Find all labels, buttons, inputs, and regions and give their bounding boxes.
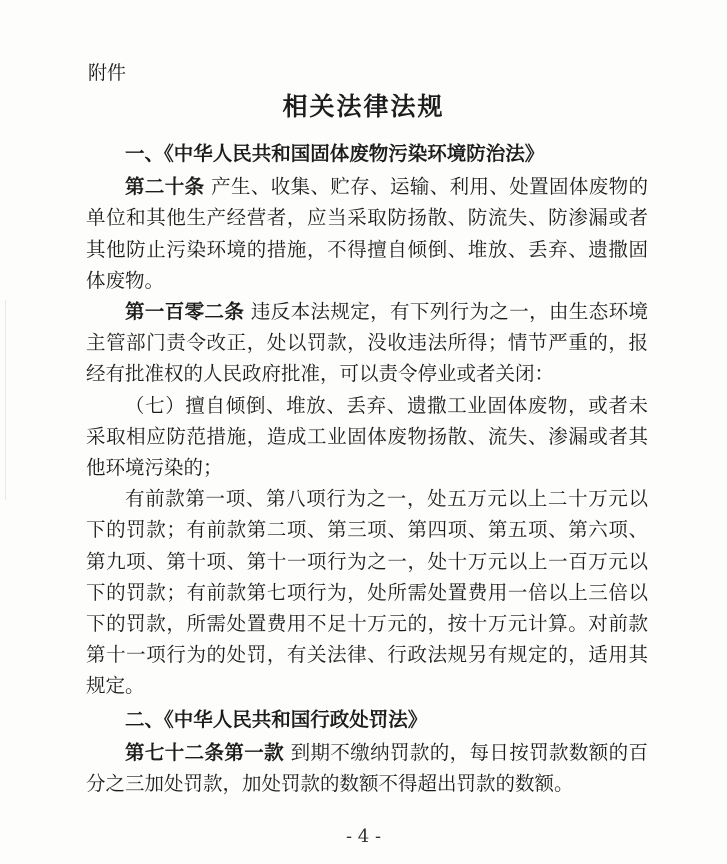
article-text: 违反本法规定，有下列行为之一，由生态环境主管部门责令改正，处以罚款，没收违法所得；情节严重的，报经有批准权的人民政府批准，可以责令停业或者关闭： bbox=[86, 300, 648, 386]
article-number: 第二十条 bbox=[125, 175, 205, 199]
article-text: 到期不缴纳罚款的，每日按罚款数额的百分之三加处罚款，加处罚款的数额不得超出罚款的数额。 bbox=[86, 740, 648, 796]
article-paragraph bbox=[86, 171, 648, 296]
section-heading-2: 二、《中华人民共和国行政处罚法》 bbox=[125, 707, 428, 731]
article-text: 有前款第一项、第八项行为之一，处五万元以上二十万元以下的罚款；有前款第二项、第三项、第四项、第五项、第六项、第九项、第十项、第十一项行为之一，处十万元以上一百万元以下的罚款；有前款第七项行为，处所需处置费用一倍以上三倍以下的罚款，所需处置费用不足十万元的，按十万元计算。对前款第十一项行为的处罚，有关法律、行政法规另有规定的，适用其规定。 bbox=[86, 487, 648, 698]
page-number: - 4 - bbox=[345, 826, 382, 847]
scan-artifact-line bbox=[5, 300, 6, 500]
article-number: 第七十二条第一款 bbox=[125, 740, 285, 764]
article-text: （七）擅自倾倒、堆放、丢弃、遗撒工业固体废物，或者未采取相应防范措施，造成工业固体废物扬散、流失、渗漏或者其他环境污染的； bbox=[86, 393, 648, 480]
article-paragraph bbox=[86, 737, 648, 799]
article-paragraph bbox=[86, 390, 648, 484]
document-body bbox=[86, 136, 648, 799]
article-paragraph bbox=[86, 296, 648, 390]
article-paragraph bbox=[86, 483, 648, 701]
article-number: 第一百零二条 bbox=[125, 300, 245, 324]
section-heading-1: 一、《中华人民共和国固体废物污染环境防治法》 bbox=[125, 142, 545, 165]
page-title: 相关法律法规 bbox=[282, 92, 445, 121]
article-text: 产生、收集、贮存、运输、利用、处置固体废物的单位和其他生产经营者，应当采取防扬散、防流失、防渗漏或者其他防止污染环境的措施，不得擅自倾倒、堆放、丢弃、遗撒固体废物。 bbox=[86, 175, 648, 292]
attachment-label: 附件 bbox=[88, 62, 127, 84]
